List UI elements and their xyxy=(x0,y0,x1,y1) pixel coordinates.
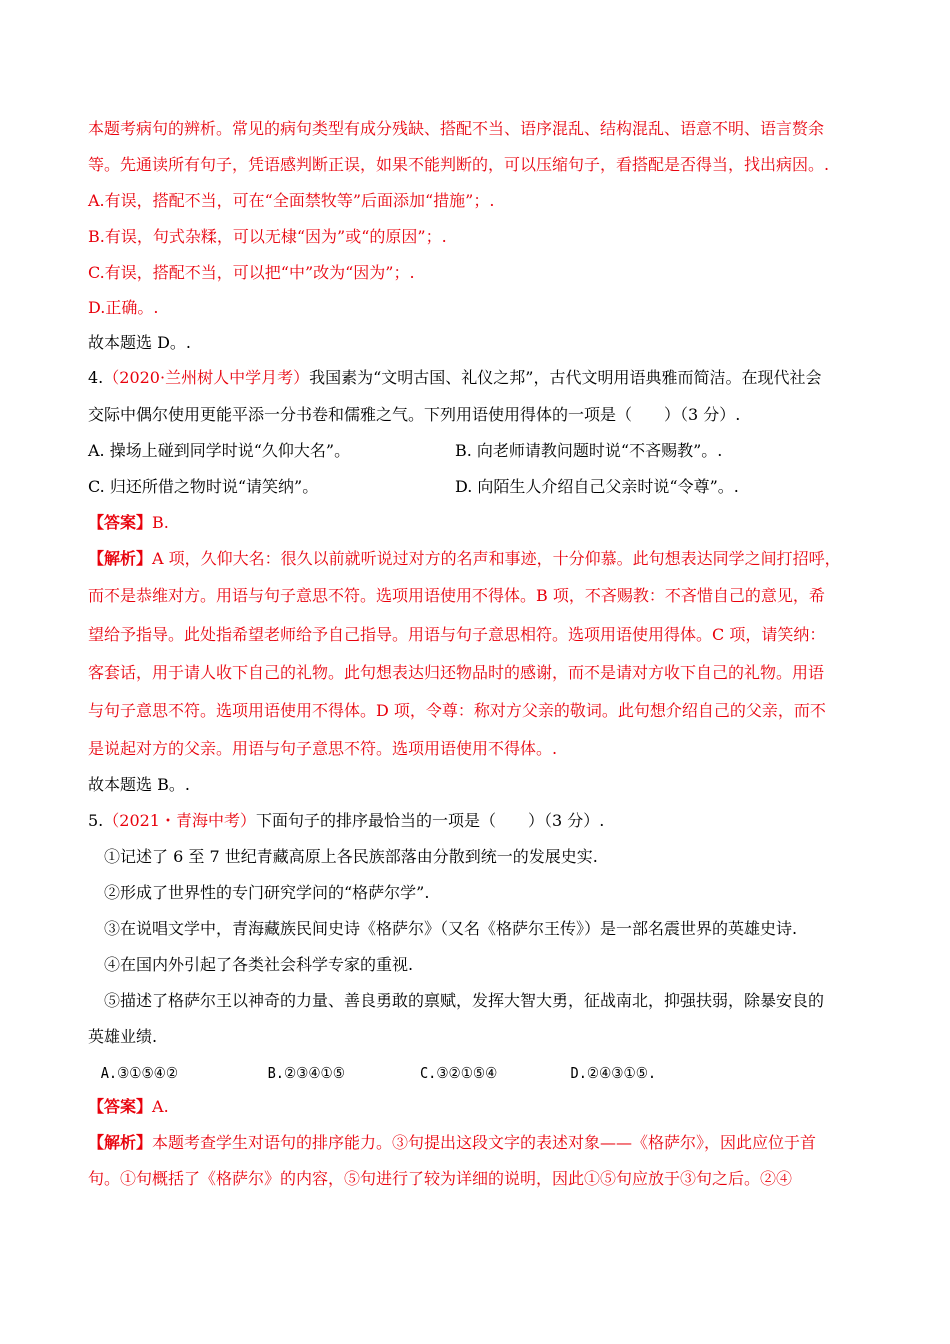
q3-conclusion: 故本题选 D。. xyxy=(88,333,192,352)
q5-analysis-line-2: 句。①句概括了《格萨尔》的内容，⑤句进行了较为详细的说明，因此①⑤句应放于③句之后。②④ xyxy=(88,1169,793,1188)
q5-sentence-4: ④在国内外引起了各类社会科学专家的重视. xyxy=(104,955,414,974)
q4-option-a: A. 操场上碰到同学时说“久仰大名”。 xyxy=(88,441,351,460)
q5-answer xyxy=(88,1096,169,1118)
q4-analysis-line-3: 望给予指导。此处指希望老师给予自己指导。用语与句子意思相符。选项用语使用得体。C 项，请笑纳： xyxy=(88,625,826,644)
q3-analysis-b: B.有误，句式杂糅，可以无棣“因为”或“的原因”；. xyxy=(88,227,447,246)
q4-option-c: C. 归还所借之物时说“请笑纳”。 xyxy=(88,477,319,496)
q4-option-d: D. 向陌生人介绍自己父亲时说“令尊”。. xyxy=(455,477,739,496)
q4-analysis-line-5: 与句子意思不符。选项用语使用不得体。D 项，令尊：称对方父亲的敬词。此句想介绍自己的父亲，而不 xyxy=(88,701,826,720)
q3-analysis-a: A.有误，搭配不当，可在“全面禁牧等”后面添加“措施”；. xyxy=(88,191,495,210)
q4-options-row-2 xyxy=(88,476,739,498)
q4-answer-value: B. xyxy=(152,513,169,532)
q3-analysis-d: D.正确。. xyxy=(88,298,159,317)
q3-analysis-line-2: 等。先通读所有句子，凭语感判断正误，如果不能判断的，可以压缩句子，看搭配是否得当，找出病因。. xyxy=(88,155,830,174)
q4-analysis-label: 【解析】 xyxy=(88,549,153,568)
q5-option-b: B.②③④①⑤ xyxy=(267,1064,345,1082)
q4-answer-label: 【答案】 xyxy=(88,513,153,532)
q4-stem-text: 我国素为“文明古国、礼仪之邦”，古代文明用语典雅而简洁。在现代社会 xyxy=(309,368,822,387)
q4-stem-line-1 xyxy=(88,367,821,389)
q3-analysis-c: C.有误，搭配不当，可以把“中”改为“因为”；. xyxy=(88,263,415,282)
q5-analysis-line-1: 【解析】本题考查学生对语句的排序能力。③句提出这段文字的表述对象——《格萨尔》，因此应位于首 xyxy=(88,1133,817,1152)
q5-sentence-5-line-1: ⑤描述了格萨尔王以神奇的力量、善良勇敢的禀赋，发挥大智大勇，征战南北，抑强扶弱，除暴安良的 xyxy=(104,991,825,1010)
q4-analysis-line-4: 客套话，用于请人收下自己的礼物。此句想表达归还物品时的感谢，而不是请对方收下自己的礼物。用语 xyxy=(88,663,825,682)
q4-answer xyxy=(88,512,169,534)
q4-stem-line-2: 交际中偶尔使用更能平添一分书卷和儒雅之气。下列用语使用得体的一项是（ ）（3 分）. xyxy=(88,405,741,424)
q3-analysis-line-1: 本题考病句的辨析。常见的病句类型有成分残缺、搭配不当、语序混乱、结构混乱、语意不明、语言赘余 xyxy=(88,119,825,138)
q5-number: 5. xyxy=(88,811,104,830)
q5-option-c: C.③②①⑤④ xyxy=(419,1064,498,1082)
q5-answer-label: 【答案】 xyxy=(88,1097,153,1116)
q5-options-row xyxy=(88,1062,868,1084)
q4-options-row-1 xyxy=(88,440,723,462)
q4-analysis-line-1: 【解析】A 项，久仰大名：很久以前就听说过对方的名声和事迹，十分仰慕。此句想表达同学之间打招呼， xyxy=(88,549,841,568)
q5-source: （2021・青海中考） xyxy=(103,811,256,830)
q4-number: 4. xyxy=(88,368,104,387)
q5-sentence-2: ②形成了世界性的专门研究学问的“格萨尔学”. xyxy=(104,883,430,902)
q5-sentence-5-line-2: 英雄业绩. xyxy=(88,1027,158,1046)
q4-option-b: B. 向老师请教问题时说“不吝赐教”。. xyxy=(455,441,723,460)
q5-option-a: A.③①⑤④② xyxy=(100,1064,179,1082)
q5-analysis-label: 【解析】 xyxy=(88,1133,153,1152)
q5-stem-text: 下面句子的排序最恰当的一项是（ ）（3 分）. xyxy=(256,811,605,830)
q5-sentence-3: ③在说唱文学中，青海藏族民间史诗《格萨尔》（又名《格萨尔王传》）是一部名震世界的英雄史诗. xyxy=(104,919,798,938)
q4-analysis-line-2: 而不是恭维对方。用语与句子意思不符。选项用语使用不得体。B 项，不吝赐教：不吝惜自己的意见，希 xyxy=(88,586,825,605)
q5-stem xyxy=(88,810,604,832)
q4-source: （2020·兰州树人中学月考） xyxy=(103,368,310,387)
q4-conclusion: 故本题选 B。. xyxy=(88,775,190,794)
q5-answer-value: A. xyxy=(152,1097,169,1116)
q5-sentence-1: ①记述了 6 至 7 世纪青藏高原上各民族部落由分散到统一的发展史实. xyxy=(104,847,598,866)
q5-option-d: D.②④③①⑤. xyxy=(570,1064,657,1082)
q4-analysis-line-6: 是说起对方的父亲。用语与句子意思不符。选项用语使用不得体。. xyxy=(88,739,558,758)
